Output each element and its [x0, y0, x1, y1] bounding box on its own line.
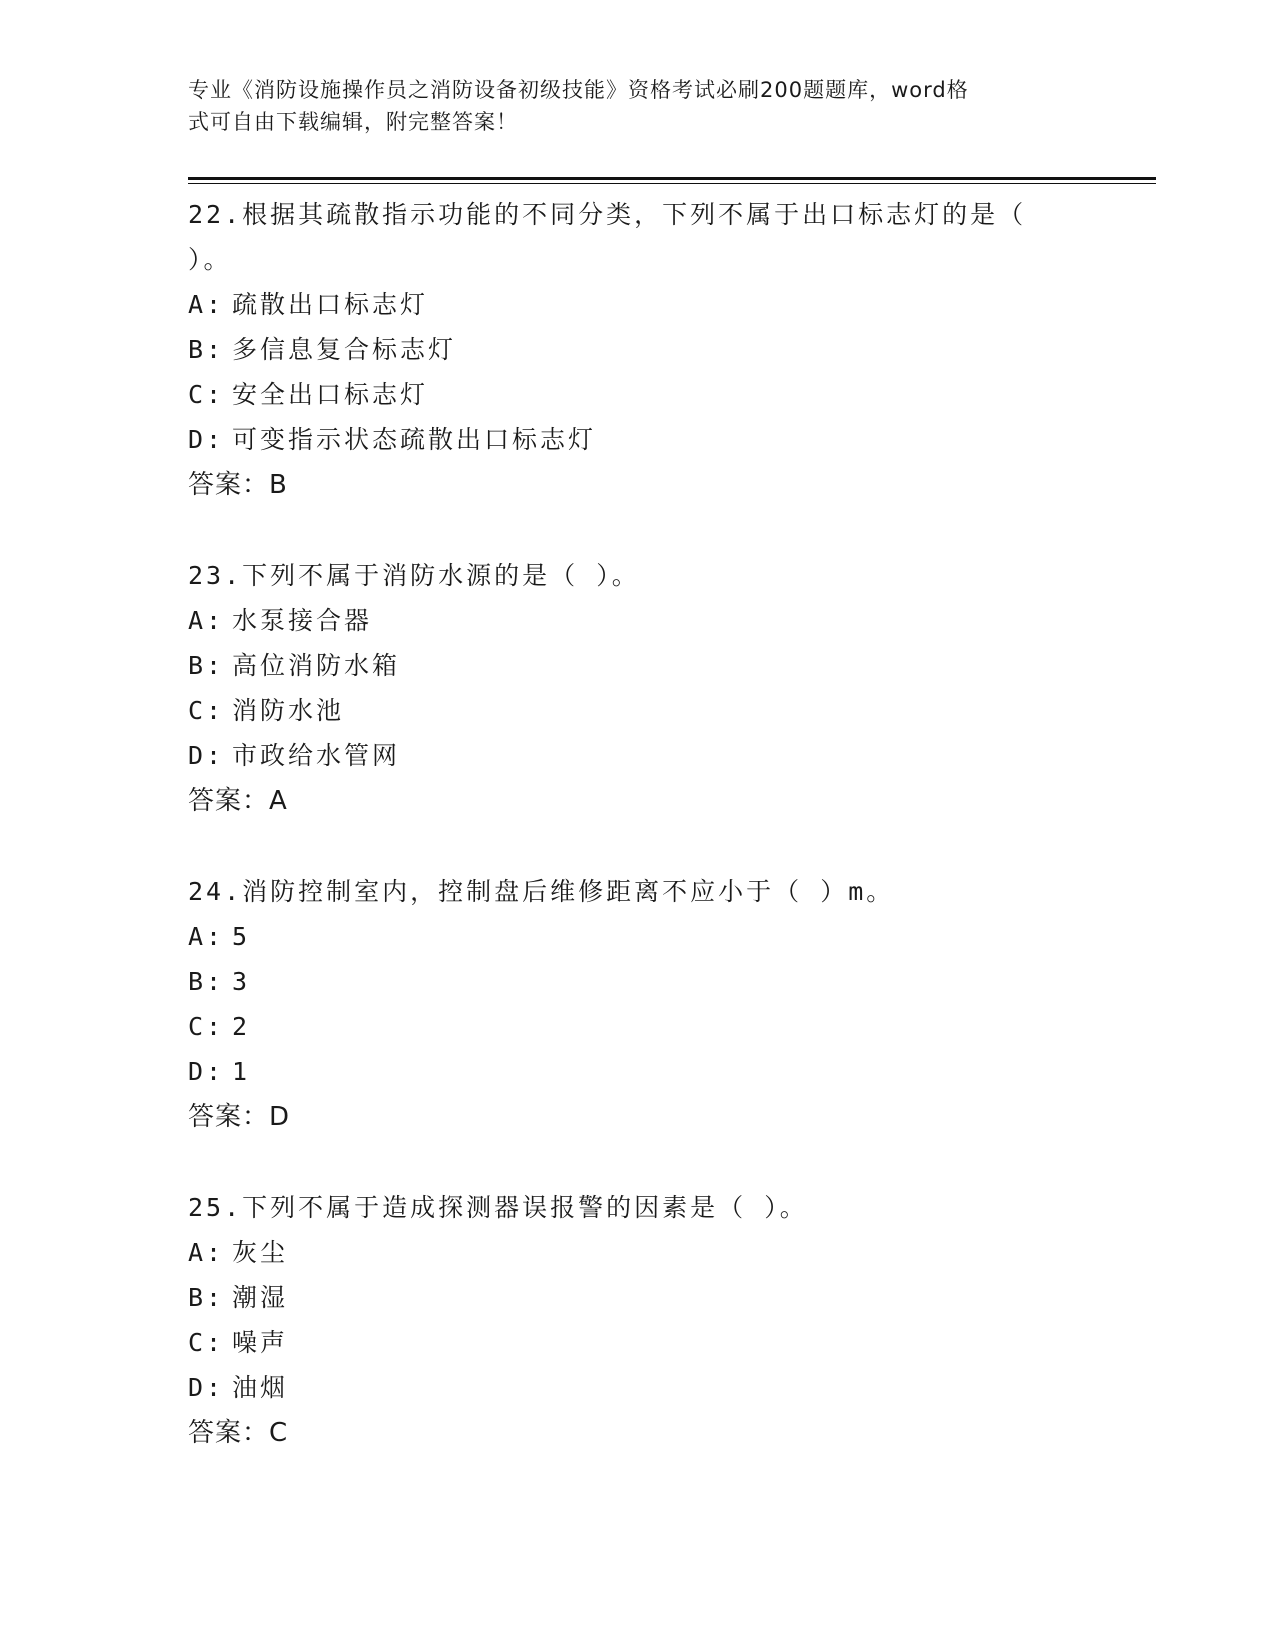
option-letter: C: [188, 380, 225, 409]
option-d [188, 417, 1088, 462]
option-text: 1 [232, 1057, 251, 1086]
option-text: 安全出口标志灯 [232, 380, 429, 409]
header-line-1: 专业《消防设施操作员之消防设备初级技能》资格考试必刷200题题库，word格 [188, 78, 969, 102]
document-header [188, 74, 1068, 138]
option-text: 消防水池 [232, 696, 345, 725]
option-a [188, 914, 1088, 959]
option-letter: D: [188, 741, 225, 770]
option-text: 市政给水管网 [232, 741, 401, 770]
option-text: 灰尘 [232, 1238, 289, 1267]
answer-value: B [269, 470, 288, 500]
option-letter: A: [188, 606, 225, 635]
question-text: 23.下列不属于消防水源的是（ ）。 [188, 561, 640, 590]
option-letter: D: [188, 425, 225, 454]
option-letter: B: [188, 651, 225, 680]
option-letter: C: [188, 1328, 225, 1357]
option-text: 油烟 [232, 1373, 289, 1402]
answer-line [188, 1410, 1088, 1456]
option-c [188, 1004, 1088, 1049]
question-25 [188, 1185, 1088, 1456]
option-text: 水泵接合器 [232, 606, 373, 635]
option-letter: D: [188, 1373, 225, 1402]
option-text: 可变指示状态疏散出口标志灯 [232, 425, 597, 454]
option-text: 2 [232, 1012, 251, 1041]
option-text: 3 [232, 967, 251, 996]
header-divider-thin [188, 183, 1156, 184]
header-divider-thick [188, 177, 1156, 180]
option-text: 噪声 [232, 1328, 289, 1357]
option-b [188, 1275, 1088, 1320]
option-a [188, 282, 1088, 327]
answer-label: 答案： [188, 470, 270, 500]
question-24 [188, 869, 1088, 1140]
answer-value: A [269, 786, 288, 816]
option-c [188, 688, 1088, 733]
answer-label: 答案： [188, 786, 270, 816]
header-line-2: 式可自由下载编辑，附完整答案！ [188, 110, 518, 134]
spacer [188, 508, 1088, 553]
option-b [188, 643, 1088, 688]
option-letter: C: [188, 1012, 225, 1041]
question-list [188, 192, 1088, 1456]
option-letter: C: [188, 696, 225, 725]
option-letter: B: [188, 335, 225, 364]
question-22 [188, 192, 1088, 508]
option-text: 高位消防水箱 [232, 651, 401, 680]
answer-value: D [269, 1102, 291, 1132]
answer-line [188, 1094, 1088, 1140]
option-d [188, 1365, 1088, 1410]
option-b [188, 959, 1088, 1004]
spacer [188, 824, 1088, 869]
option-text: 潮湿 [232, 1283, 289, 1312]
option-d [188, 733, 1088, 778]
option-c [188, 372, 1088, 417]
option-b [188, 327, 1088, 372]
option-letter: A: [188, 1238, 225, 1267]
answer-label: 答案： [188, 1102, 270, 1132]
spacer [188, 1140, 1088, 1185]
question-text: 24.消防控制室内，控制盘后维修距离不应小于（ ）m。 [188, 877, 895, 906]
question-text: 22.根据其疏散指示功能的不同分类，下列不属于出口标志灯的是（ ）。 [188, 200, 1027, 274]
option-c [188, 1320, 1088, 1365]
option-a [188, 598, 1088, 643]
option-text: 疏散出口标志灯 [232, 290, 429, 319]
option-d [188, 1049, 1088, 1094]
option-letter: B: [188, 967, 225, 996]
option-letter: A: [188, 290, 225, 319]
option-text: 多信息复合标志灯 [232, 335, 457, 364]
option-letter: D: [188, 1057, 225, 1086]
answer-value: C [269, 1418, 289, 1448]
question-23 [188, 553, 1088, 824]
option-text: 5 [232, 922, 251, 951]
question-text: 25.下列不属于造成探测器误报警的因素是（ ）。 [188, 1193, 808, 1222]
option-a [188, 1230, 1088, 1275]
option-letter: B: [188, 1283, 225, 1312]
option-letter: A: [188, 922, 225, 951]
answer-label: 答案： [188, 1418, 270, 1448]
answer-line [188, 778, 1088, 824]
answer-line [188, 462, 1088, 508]
